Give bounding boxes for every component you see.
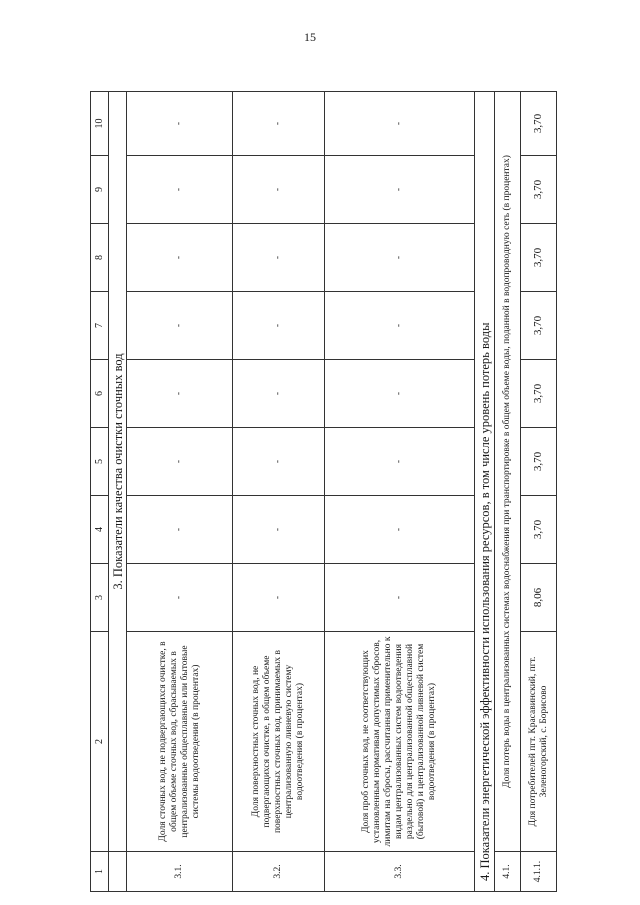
- value-cell: -: [325, 224, 475, 292]
- value-cell: -: [325, 360, 475, 428]
- value-cell: 8,06: [521, 564, 557, 632]
- value-cell: 3,70: [521, 156, 557, 224]
- row-number: 3.2.: [233, 852, 325, 892]
- section4-title: 4. Показатели энергетической эффективности использования ресурсов, в том числе уровень потерь воды: [475, 92, 495, 892]
- value-cell: -: [325, 428, 475, 496]
- value-cell: -: [233, 564, 325, 632]
- header-col-9: 9: [91, 156, 109, 224]
- value-cell: -: [127, 156, 233, 224]
- header-col-6: 6: [91, 360, 109, 428]
- page-number: 15: [304, 30, 316, 44]
- section3-title: 3. Показатели качества очистки сточных вод: [109, 92, 127, 852]
- row-number: 4.1.: [495, 852, 521, 892]
- header-col-4: 4: [91, 496, 109, 564]
- value-cell: -: [127, 360, 233, 428]
- value-cell: -: [325, 92, 475, 156]
- value-cell: -: [127, 224, 233, 292]
- row-description: Доля сточных вод, не подвергающихся очистке, в общем объеме сточных вод, сбрасываемых в централизованные общесплавные или бытовые системы водоотведения (в процентах): [127, 632, 233, 852]
- indicators-table: [90, 91, 557, 892]
- table-row: [325, 92, 475, 892]
- value-cell: -: [233, 92, 325, 156]
- header-col-7: 7: [91, 292, 109, 360]
- header-col-1: 1: [91, 852, 109, 892]
- value-cell: -: [127, 428, 233, 496]
- value-cell: -: [325, 564, 475, 632]
- value-cell: -: [233, 292, 325, 360]
- header-col-10: 10: [91, 92, 109, 156]
- value-cell: -: [233, 360, 325, 428]
- value-cell: -: [233, 496, 325, 564]
- value-cell: -: [325, 156, 475, 224]
- value-cell: 3,70: [521, 496, 557, 564]
- table-row: [127, 92, 233, 892]
- row-description: Для потребителей пгт. Красавинский, пгт. Зеленогорский, с. Борисово: [521, 632, 557, 852]
- value-cell: -: [127, 564, 233, 632]
- value-cell: -: [233, 224, 325, 292]
- table-row: [233, 92, 325, 892]
- value-cell: -: [233, 156, 325, 224]
- row-number: 3.3.: [325, 852, 475, 892]
- header-row: [91, 92, 109, 892]
- row-description: Доля проб сточных вод, не соответствующих установленным нормативам допустимых сбросов, лимитам на сбросы, рассчитанная применительно к видам централизованных систем водоотведения раздельно для централизованной общесплавной (бытовой) и централизованной ливневой систем водоотведения (в процентах): [325, 632, 475, 852]
- row-description: Доля поверхностных сточных вод, не подвергающихся очистке, в общем объеме поверхностных сточных вод, принимаемых в централизованную ливневую систему водоотведения (в процентах): [233, 632, 325, 852]
- section4-row: [475, 92, 495, 892]
- value-cell: 3,70: [521, 292, 557, 360]
- rotated-table-container: [90, 92, 549, 892]
- value-cell: 3,70: [521, 92, 557, 156]
- value-cell: -: [325, 292, 475, 360]
- header-col-8: 8: [91, 224, 109, 292]
- row-number: 4.1.1.: [521, 852, 557, 892]
- value-cell: -: [127, 92, 233, 156]
- row-number: 3.1.: [127, 852, 233, 892]
- table-row: [495, 92, 521, 892]
- value-cell: 3,70: [521, 224, 557, 292]
- value-cell: 3,70: [521, 360, 557, 428]
- value-cell: -: [325, 496, 475, 564]
- value-cell: -: [127, 496, 233, 564]
- value-cell: -: [233, 428, 325, 496]
- value-cell: 3,70: [521, 428, 557, 496]
- header-col-5: 5: [91, 428, 109, 496]
- section3-row: [109, 92, 127, 892]
- table-row: [521, 92, 557, 892]
- row-description: Доля потерь воды в централизованных системах водоснабжения при транспортировке в общем объеме воды, поданной в водопроводную сеть (в процентах): [495, 92, 521, 852]
- value-cell: -: [127, 292, 233, 360]
- header-col-2: 2: [91, 632, 109, 852]
- header-col-3: 3: [91, 564, 109, 632]
- section3-empty-cell: [109, 852, 127, 892]
